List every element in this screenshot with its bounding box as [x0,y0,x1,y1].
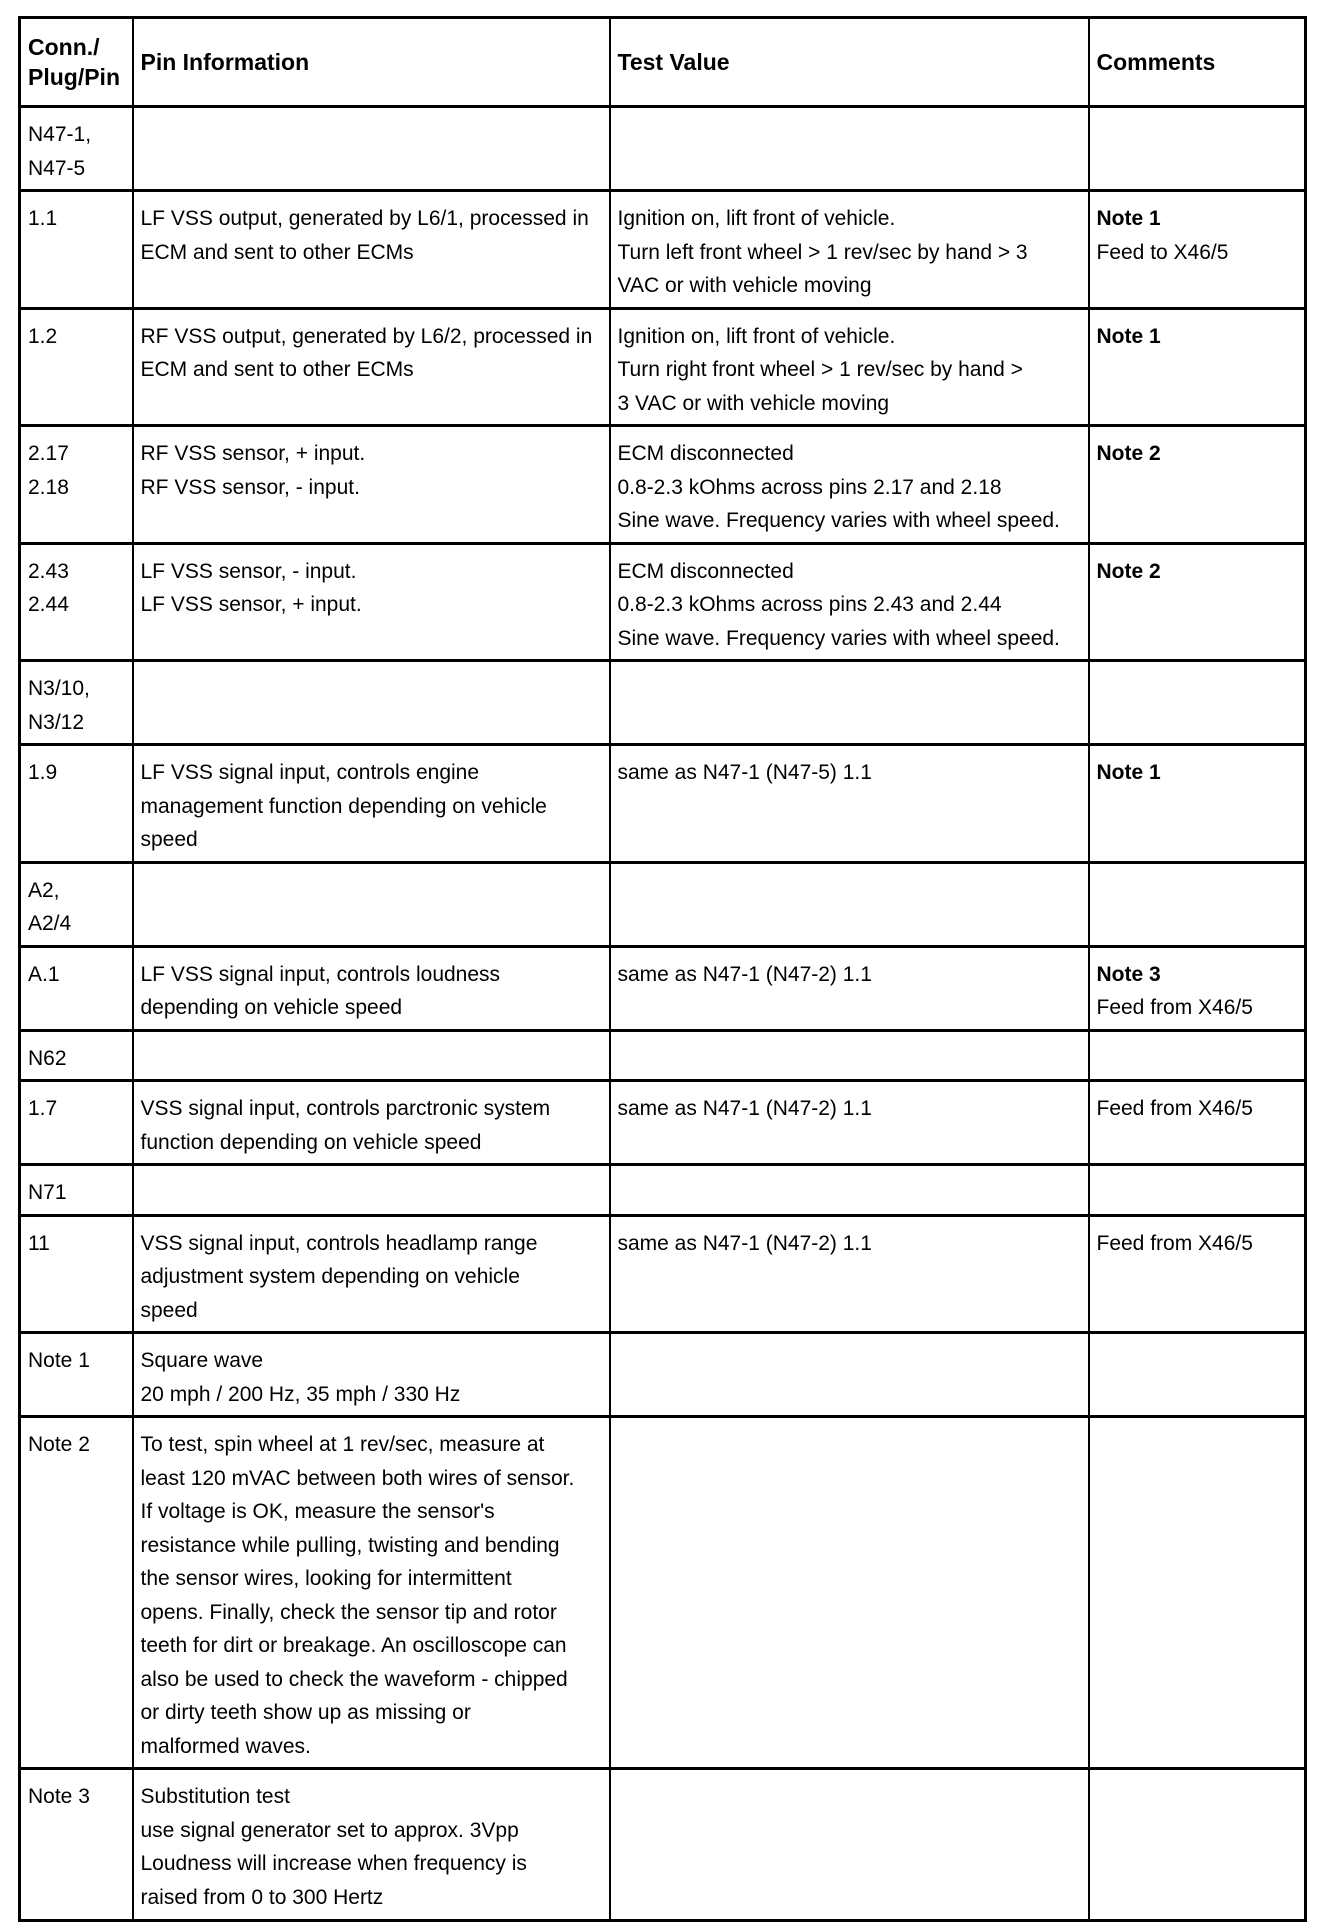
note-text-cell-line: Loudness will increase when frequency is [140,1852,527,1875]
note-text-cell-line: If voltage is OK, measure the sensor's [140,1500,495,1523]
pin-info-cell-line: adjustment system depending on vehicle [140,1265,520,1288]
test-value-cell [610,543,1089,661]
test-value-cell-line: Turn right front wheel > 1 rev/sec by hand > [617,358,1023,381]
header-conn-plug-pin: Conn./ Plug/Pin [20,18,133,107]
pin-info-cell-line: LF VSS signal input, controls loudness [140,962,501,986]
comments-cell [1089,426,1306,544]
test-value-cell-line: VAC or with vehicle moving [617,274,872,297]
table-row [20,745,1306,863]
pin-cell: 1.2 [20,308,133,426]
test-value-cell-line: Turn left front wheel > 1 rev/sec by hand > 3 [617,240,1028,264]
pin-info-cell-line: speed [140,1298,198,1322]
pin-cell: A.1 [20,946,133,1030]
pin-info-cell [133,1081,610,1165]
table-body [20,107,1306,1921]
note-text-cell-line: raised from 0 to 300 Hertz [140,1885,384,1909]
note-empty-cell [610,1769,1089,1921]
comments-cell-line: Note 2 [1096,442,1161,465]
test-value-cell [610,862,1089,946]
pin-cell: 2.17 2.18 [20,426,133,544]
pin-info-cell-line: ECM and sent to other ECMs [140,358,414,381]
comments-cell [1089,308,1306,426]
pin-test-table [18,16,1307,1922]
pin-info-cell-line: RF VSS sensor, + input. [140,442,366,465]
test-value-cell [610,308,1089,426]
test-value-cell [610,107,1089,191]
pin-info-cell-line: VSS signal input, controls headlamp range [140,1231,538,1255]
pin-cell: 1.7 [20,1081,133,1165]
pin-info-cell [133,1215,610,1333]
pin-info-cell [133,1165,610,1216]
pin-info-cell [133,543,610,661]
pin-info-cell [133,426,610,544]
pin-info-cell-line: VSS signal input, controls parctronic system [140,1097,551,1120]
table-row [20,1215,1306,1333]
comments-cell-line: Note 1 [1096,761,1161,784]
pin-cell: N71 [20,1165,133,1216]
test-value-cell [610,661,1089,745]
comments-cell [1089,1215,1306,1333]
pin-info-cell-line: RF VSS output, generated by L6/2, processed in [140,324,593,348]
note-text-cell-line: opens. Finally, check the sensor tip and rotor [140,1600,557,1624]
test-value-cell-line: 0.8-2.3 kOhms across pins 2.17 and 2.18 [617,475,1002,499]
test-value-cell [610,1165,1089,1216]
test-value-cell-line: Sine wave. Frequency varies with wheel speed. [617,509,1060,532]
note-text-cell-line: teeth for dirt or breakage. An oscilloscope can [140,1634,567,1657]
pin-info-cell-line: LF VSS signal input, controls engine [140,761,480,784]
test-value-cell [610,946,1089,1030]
comments-cell-line: Feed from X46/5 [1096,1231,1253,1255]
test-value-cell-line: Ignition on, lift front of vehicle. [617,324,896,348]
pin-info-cell [133,107,610,191]
test-value-cell [610,1081,1089,1165]
table-row [20,426,1306,544]
note-text-cell [133,1417,610,1769]
note-label: Note 3 [20,1769,133,1921]
pin-info-cell-line: speed [140,828,198,851]
note-text-cell-line: malformed waves. [140,1734,311,1758]
comments-cell-line: Feed to X46/5 [1096,240,1229,264]
note-text-cell-line: use signal generator set to approx. 3Vpp [140,1818,519,1842]
note-text-cell-line: Substitution test [140,1785,290,1808]
comments-cell [1089,1030,1306,1081]
note-text-cell-line: the sensor wires, looking for intermittent [140,1567,512,1590]
comments-cell [1089,745,1306,863]
header-row [20,18,1306,107]
comments-cell [1089,661,1306,745]
comments-cell [1089,191,1306,309]
pin-cell: N62 [20,1030,133,1081]
note-text-cell-line: resistance while pulling, twisting and bending [140,1533,560,1557]
test-value-cell-line: 3 VAC or with vehicle moving [617,391,890,415]
pin-info-cell [133,1030,610,1081]
pin-info-cell-line: RF VSS sensor, - input. [140,475,360,499]
test-value-cell-line: Ignition on, lift front of vehicle. [617,207,896,230]
table-row [20,661,1306,745]
pin-info-cell [133,191,610,309]
pin-info-cell [133,308,610,426]
header-pin-information: Pin Information [133,18,610,107]
test-value-cell-line: ECM disconnected [617,559,794,583]
test-value-cell [610,1215,1089,1333]
comments-cell-line: Feed from X46/5 [1096,996,1253,1019]
pin-cell: A2, A2/4 [20,862,133,946]
comments-cell [1089,543,1306,661]
comments-cell-line: Note 1 [1096,324,1161,348]
pin-cell: N3/10, N3/12 [20,661,133,745]
pin-info-cell-line: depending on vehicle speed [140,996,403,1019]
comments-cell-line: Note 3 [1096,962,1161,986]
table-row [20,543,1306,661]
test-value-cell-line: same as N47-1 (N47-2) 1.1 [617,1097,872,1120]
note-text-cell-line: 20 mph / 200 Hz, 35 mph / 330 Hz [140,1382,461,1406]
pin-info-cell-line: function depending on vehicle speed [140,1130,482,1154]
note-row [20,1769,1306,1921]
comments-cell [1089,862,1306,946]
pin-info-cell-line: management function depending on vehicle [140,794,547,818]
table-row [20,107,1306,191]
comments-cell-line: Feed from X46/5 [1096,1097,1253,1120]
pin-info-cell-line: LF VSS sensor, + input. [140,593,362,616]
table-row [20,946,1306,1030]
pin-info-cell [133,661,610,745]
header-comments: Comments [1089,18,1306,107]
test-value-cell-line: same as N47-1 (N47-2) 1.1 [617,1231,872,1255]
pin-cell: 2.43 2.44 [20,543,133,661]
pin-info-cell [133,946,610,1030]
test-value-cell [610,191,1089,309]
note-text-cell [133,1769,610,1921]
comments-cell [1089,946,1306,1030]
note-empty-cell [1089,1417,1306,1769]
table-row [20,862,1306,946]
comments-cell [1089,1165,1306,1216]
test-value-cell-line: Sine wave. Frequency varies with wheel speed. [617,626,1060,650]
note-text-cell-line: or dirty teeth show up as missing or [140,1701,471,1724]
comments-cell-line: Note 1 [1096,207,1161,230]
pin-info-cell-line: LF VSS sensor, - input. [140,559,357,583]
note-text-cell [133,1333,610,1417]
note-text-cell-line: also be used to check the waveform - chipped [140,1667,568,1691]
note-row [20,1333,1306,1417]
test-value-cell-line: same as N47-1 (N47-5) 1.1 [617,761,872,784]
test-value-cell-line: 0.8-2.3 kOhms across pins 2.43 and 2.44 [617,593,1002,616]
table-row [20,191,1306,309]
pin-info-cell [133,745,610,863]
comments-cell [1089,107,1306,191]
comments-cell-line: Note 2 [1096,559,1161,583]
header-test-value: Test Value [610,18,1089,107]
pin-cell: 1.9 [20,745,133,863]
table-row [20,1165,1306,1216]
test-value-cell [610,1030,1089,1081]
note-label: Note 1 [20,1333,133,1417]
pin-info-cell [133,862,610,946]
test-value-cell-line: same as N47-1 (N47-2) 1.1 [617,962,872,986]
pin-info-cell-line: ECM and sent to other ECMs [140,240,414,264]
note-label: Note 2 [20,1417,133,1769]
comments-cell [1089,1081,1306,1165]
note-empty-cell [1089,1769,1306,1921]
pin-info-cell-line: LF VSS output, generated by L6/1, processed in [140,207,589,230]
table-row [20,1081,1306,1165]
test-value-cell-line: ECM disconnected [617,442,794,465]
pin-cell: 11 [20,1215,133,1333]
note-empty-cell [610,1417,1089,1769]
table-row [20,1030,1306,1081]
pin-cell: 1.1 [20,191,133,309]
test-value-cell [610,426,1089,544]
pin-cell: N47-1, N47-5 [20,107,133,191]
note-text-cell-line: Square wave [140,1349,264,1372]
note-text-cell-line: To test, spin wheel at 1 rev/sec, measure at [140,1433,545,1456]
note-empty-cell [1089,1333,1306,1417]
note-row [20,1417,1306,1769]
table-row [20,308,1306,426]
note-empty-cell [610,1333,1089,1417]
note-text-cell-line: least 120 mVAC between both wires of sensor. [140,1466,575,1490]
test-value-cell [610,745,1089,863]
